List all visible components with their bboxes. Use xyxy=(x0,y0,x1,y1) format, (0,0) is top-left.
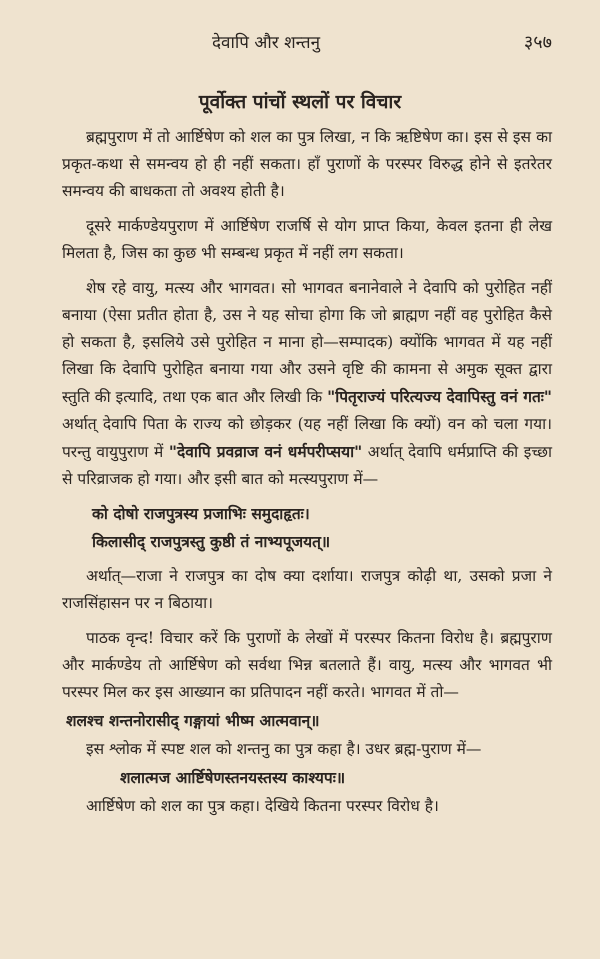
running-head xyxy=(62,30,552,54)
quote-devapi-pravavraja: "देवापि प्रवव्राज वनं धर्मपरीप्सया" xyxy=(168,442,363,461)
paragraph-2: दूसरे मार्कण्डेयपुराण में आर्ष्टिषेण राजर्षि से योग प्राप्त किया, केवल इतना ही लेख मिलता है, जिस का कुछ भी सम्बन्ध प्रकृत में नहीं लग सकता। xyxy=(62,217,552,262)
paragraph-6: इस श्लोक में स्पष्ट शल को शन्तनु का पुत्र कहा है। उधर ब्रह्म-पुराण में— xyxy=(86,740,482,758)
paragraph-7: आर्ष्टिषेण को शल का पुत्र कहा। देखिये कितना परस्पर विरोध है। xyxy=(86,797,439,815)
paragraph-1: ब्रह्मपुराण में तो आर्ष्टिषेण को शल का पुत्र लिखा, न कि ऋष्टिषेण का। इस से इस का प्रकृत-कथा से समन्वय हो ही नहीं सकता। हाँ पुराणों के परस्पर विरुद्ध होने से इतरेतर समन्वय की बाधकता तो अवश्य होती है। xyxy=(62,128,552,200)
verse-4: शलात्मज आर्ष्टिषेणस्तनयस्तस्य काश्यपः॥ xyxy=(120,768,346,787)
verse-2: किलासीद् राजपुत्रस्तु कुष्ठी तं नाभ्यपूजयत्॥ xyxy=(92,532,331,551)
body-text xyxy=(62,124,552,828)
verse-1: को दोषो राजपुत्रस्य प्रजाभिः समुदाहृतः। xyxy=(92,504,310,523)
section-heading: पूर्वोक्त पांचों स्थलों पर विचार xyxy=(198,91,402,113)
quote-pitrarajyam: "पितृराज्यं परित्यज्य देवापिस्तु वनं गतः" xyxy=(327,387,552,406)
paragraph-5: पाठक वृन्द! विचार करें कि पुराणों के लेखों में परस्पर कितना विरोध है। ब्रह्मपुराण और मार्कण्डेय तो आर्ष्टिषेण को सर्वथा भिन्न बतलाते हैं। वायु, मत्स्य और भागवत भी परस्पर मिल कर इस आख्यान का प्रतिपादन नहीं करते। भागवत में तो— xyxy=(62,629,552,701)
paragraph-3 xyxy=(62,275,552,493)
paragraph-3-text-a: शेष रहे वायु, मत्स्य और भागवत। सो भागवत बनानेवाले ने देवापि को पुरोहित नहीं बनाया (ऐसा प्रतीत होता है, उस ने यह सोचा होगा कि जो ब्राह्मण नहीं वह पुरोहित कैसे हो सकता है, इसलिये उसे पुरोहित न माना हो—सम्पादक) क्योंकि भागवत में यह नहीं लिखा कि देवापि पुरोहित बनाया गया और उसने वृष्टि की कामना से अमुक सूक्त द्वारा स्तुति की इत्यादि, तथा एक बात और लिखी कि xyxy=(62,279,552,406)
paragraph-4: अर्थात्—राजा ने राजपुत्र का दोष क्या दर्शाया। राजपुत्र कोढ़ी था, उसको प्रजा ने राजसिंहासन पर न बिठाया। xyxy=(62,567,552,612)
paragraph-3-text-c: अर्थात् देवापि धर्मप्राप्ति की इच्छा से परिव्राजक हो गया। और इसी बात को मत्स्यपुराण में— xyxy=(62,443,552,488)
running-title: देवापि और शन्तनु xyxy=(212,33,321,53)
verse-3: शलश्च शन्तनोरासीद् गङ्गायां भीष्म आत्मवान्॥ xyxy=(66,711,320,730)
paragraph-3-text-b: अर्थात् देवापि पिता के राज्य को छोड़कर (यह नहीं लिखा कि क्यों) वन को चला गया। परन्तु वायुपुराण में xyxy=(62,415,552,461)
page-number: ३५७ xyxy=(523,32,552,53)
